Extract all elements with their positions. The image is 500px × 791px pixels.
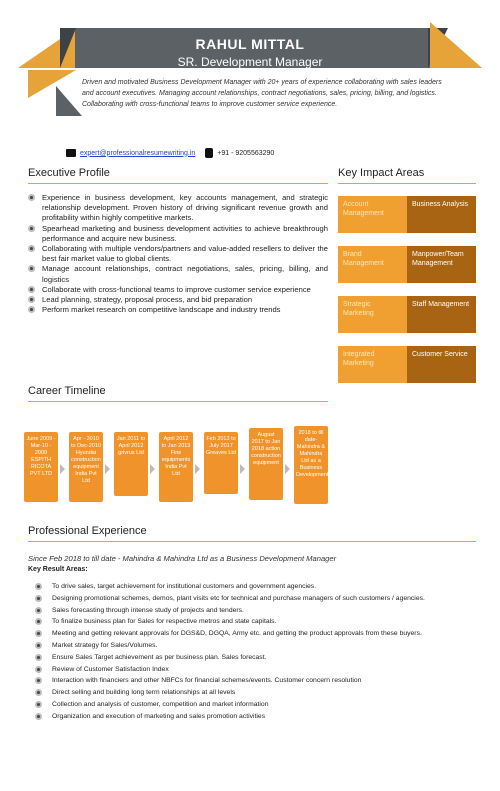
timeline-entry: Apr - 2010 to Dec-2010 Hyundai construction equipment India Pvt Ltd xyxy=(69,432,103,502)
section-title-career-timeline: Career Timeline xyxy=(28,385,106,397)
profile-item-text: Perform market research on competitive landscape and industry trends xyxy=(42,305,281,315)
experience-item xyxy=(35,628,475,640)
mail-icon xyxy=(66,149,76,157)
profile-item-text: Experience in business development, key accounts management, and strategic relationship development. Proven history of driving significant revenue growth and profitability within highly competitive markets. xyxy=(42,193,328,223)
bullet-icon xyxy=(35,666,42,673)
timeline-entry: 2018 to till date- Mahindra & Mahindra Ltd as a Business Development xyxy=(294,426,328,504)
experience-item xyxy=(35,711,475,723)
section-title-executive-profile: Executive Profile xyxy=(28,167,110,179)
profile-item-text: Manage account relationships, contract negotiations, sales, pricing, billing, and logistics xyxy=(42,264,328,284)
impact-area: Account Management xyxy=(338,196,407,233)
contact-line xyxy=(66,148,274,158)
impact-row xyxy=(338,346,476,383)
impact-area: Business Analysis xyxy=(407,196,476,233)
timeline-arrow-icon xyxy=(195,464,200,474)
profile-item-text: Collaborating with multiple vendors/partners and value-added resellers to deliver the best fair market value to global clients. xyxy=(42,244,328,264)
impact-area: Integrated Marketing xyxy=(338,346,407,383)
bullet-icon xyxy=(35,630,42,637)
experience-item xyxy=(35,699,475,711)
timeline-arrow-icon xyxy=(60,464,65,474)
profile-item xyxy=(28,193,328,224)
experience-item-text: Organization and execution of marketing and sales promotion activities xyxy=(52,712,266,720)
impact-area: Manpower/Team Management xyxy=(407,246,476,283)
profile-item xyxy=(28,305,328,315)
bullet-icon xyxy=(28,286,35,293)
experience-item-text: Ensure Sales Target achievement as per business plan. Sales forecast. xyxy=(52,653,267,661)
bullet-icon xyxy=(28,265,35,272)
key-result-areas-label: Key Result Areas: xyxy=(28,566,88,573)
timeline-entry: Feb 2013 to July 2017 Greaves Ltd xyxy=(204,432,238,494)
experience-item-text: Interaction with financiers and other NBFCs for financial schemes/events. Customer concern resolution xyxy=(52,677,362,685)
profile-item-text: Collaborate with cross-functional teams to improve customer service experience xyxy=(42,284,311,294)
profile-item xyxy=(28,285,328,295)
bullet-icon xyxy=(35,701,42,708)
key-impact-grid xyxy=(338,196,476,396)
bullet-icon xyxy=(35,618,42,625)
bullet-icon xyxy=(28,245,35,252)
impact-area: Brand Management xyxy=(338,246,407,283)
phone-icon xyxy=(205,148,213,158)
experience-item xyxy=(35,640,475,652)
profile-item-text: Lead planning, strategy, proposal process, and bid preparation xyxy=(42,295,253,305)
bullet-icon xyxy=(35,607,42,614)
profile-item xyxy=(28,224,328,244)
candidate-name: RAHUL MITTAL xyxy=(195,36,305,52)
bullet-icon xyxy=(35,642,42,649)
section-divider xyxy=(28,183,328,184)
timeline-arrow-icon xyxy=(150,464,155,474)
experience-item-text: Collection and analysis of customer, competition and market information xyxy=(52,700,269,708)
section-divider xyxy=(28,541,476,542)
experience-item xyxy=(35,605,475,617)
timeline-entry: April 2012 to Jan 2013 Fine equipments India Pvt Ltd xyxy=(159,432,193,502)
experience-item xyxy=(35,581,475,593)
bullet-icon xyxy=(35,689,42,696)
bullet-icon xyxy=(28,306,35,313)
experience-item-text: Sales forecasting through intense study of projects and tenders. xyxy=(52,606,244,614)
timeline-entry: June 2009 - Mar-10 - 2009 ESPITH RICOTA PVT LTD xyxy=(24,432,58,502)
bullet-icon xyxy=(35,583,42,590)
impact-area: Staff Management xyxy=(407,296,476,333)
candidate-role: SR. Development Manager xyxy=(177,55,323,69)
experience-list xyxy=(35,581,475,723)
timeline-arrow-icon xyxy=(285,464,290,474)
profile-item xyxy=(28,295,328,305)
decor-triangle xyxy=(56,86,82,116)
experience-item-text: Meeting and getting relevant approvals for DGS&D, DGQA, Army etc. and getting the product approvals from these buyers. xyxy=(52,630,422,638)
timeline-arrow-icon xyxy=(105,464,110,474)
bullet-icon xyxy=(35,713,42,720)
experience-item xyxy=(35,664,475,676)
bullet-icon xyxy=(35,677,42,684)
bullet-icon xyxy=(28,194,35,201)
bullet-icon xyxy=(35,595,42,602)
bullet-icon xyxy=(35,654,42,661)
profile-item xyxy=(28,264,328,284)
section-divider xyxy=(28,401,328,402)
bullet-icon xyxy=(28,296,35,303)
phone-number: +91 - 9205563290 xyxy=(217,149,275,157)
experience-item-text: Direct selling and building long term relationships at all levels xyxy=(52,689,236,697)
profile-item xyxy=(28,244,328,264)
timeline-entry: Jan 2011 to April 2012 grivrus Ltd xyxy=(114,432,148,496)
email-link[interactable]: expert@professionalresumewriting.in xyxy=(80,149,196,157)
bullet-icon xyxy=(28,225,35,232)
experience-item xyxy=(35,616,475,628)
career-timeline xyxy=(24,432,344,512)
timeline-arrow-icon xyxy=(240,464,245,474)
experience-item xyxy=(35,675,475,687)
experience-item-text: Designing promotional schemes, demos, plant visits etc for technical and purchase managers of such customers / agencies. xyxy=(52,594,425,602)
section-divider xyxy=(338,183,476,184)
impact-row xyxy=(338,296,476,333)
executive-profile-list xyxy=(28,193,328,315)
experience-item-text: Market strategy for Sales/Volumes. xyxy=(52,641,158,649)
experience-item-text: To drive sales, target achievement for institutional customers and government agencies. xyxy=(52,583,317,590)
experience-item-text: Review of Customer Satisfaction Index xyxy=(52,665,169,673)
experience-item xyxy=(35,593,475,605)
impact-area: Strategic Marketing xyxy=(338,296,407,333)
profile-item-text: Spearhead marketing and business development activities to achieve breakthrough performance and acquire new business. xyxy=(42,223,328,243)
impact-row xyxy=(338,196,476,233)
timeline-entry: August 2017 to Jan 2018 action construction equipment xyxy=(249,428,283,500)
experience-item-text: To finalize business plan for Sales for respective metros and state capitals. xyxy=(52,618,277,626)
profile-summary: Driven and motivated Business Development Manager with 20+ years of experience collaborating with sales leaders and account executives. Managing account relationships, contract negotiations, sales, pricing, billing, and logistics. Collaborating with cross-functional teams to improve customer service experience. xyxy=(82,79,442,108)
section-title-professional-experience: Professional Experience xyxy=(28,525,147,537)
experience-item xyxy=(35,687,475,699)
experience-item xyxy=(35,652,475,664)
section-title-key-impact: Key Impact Areas xyxy=(338,167,425,179)
impact-row xyxy=(338,246,476,283)
experience-subtitle: Since Feb 2018 to till date - Mahindra & Mahindra Ltd as a Business Development Manager xyxy=(28,554,337,563)
impact-area: Customer Service xyxy=(407,346,476,383)
